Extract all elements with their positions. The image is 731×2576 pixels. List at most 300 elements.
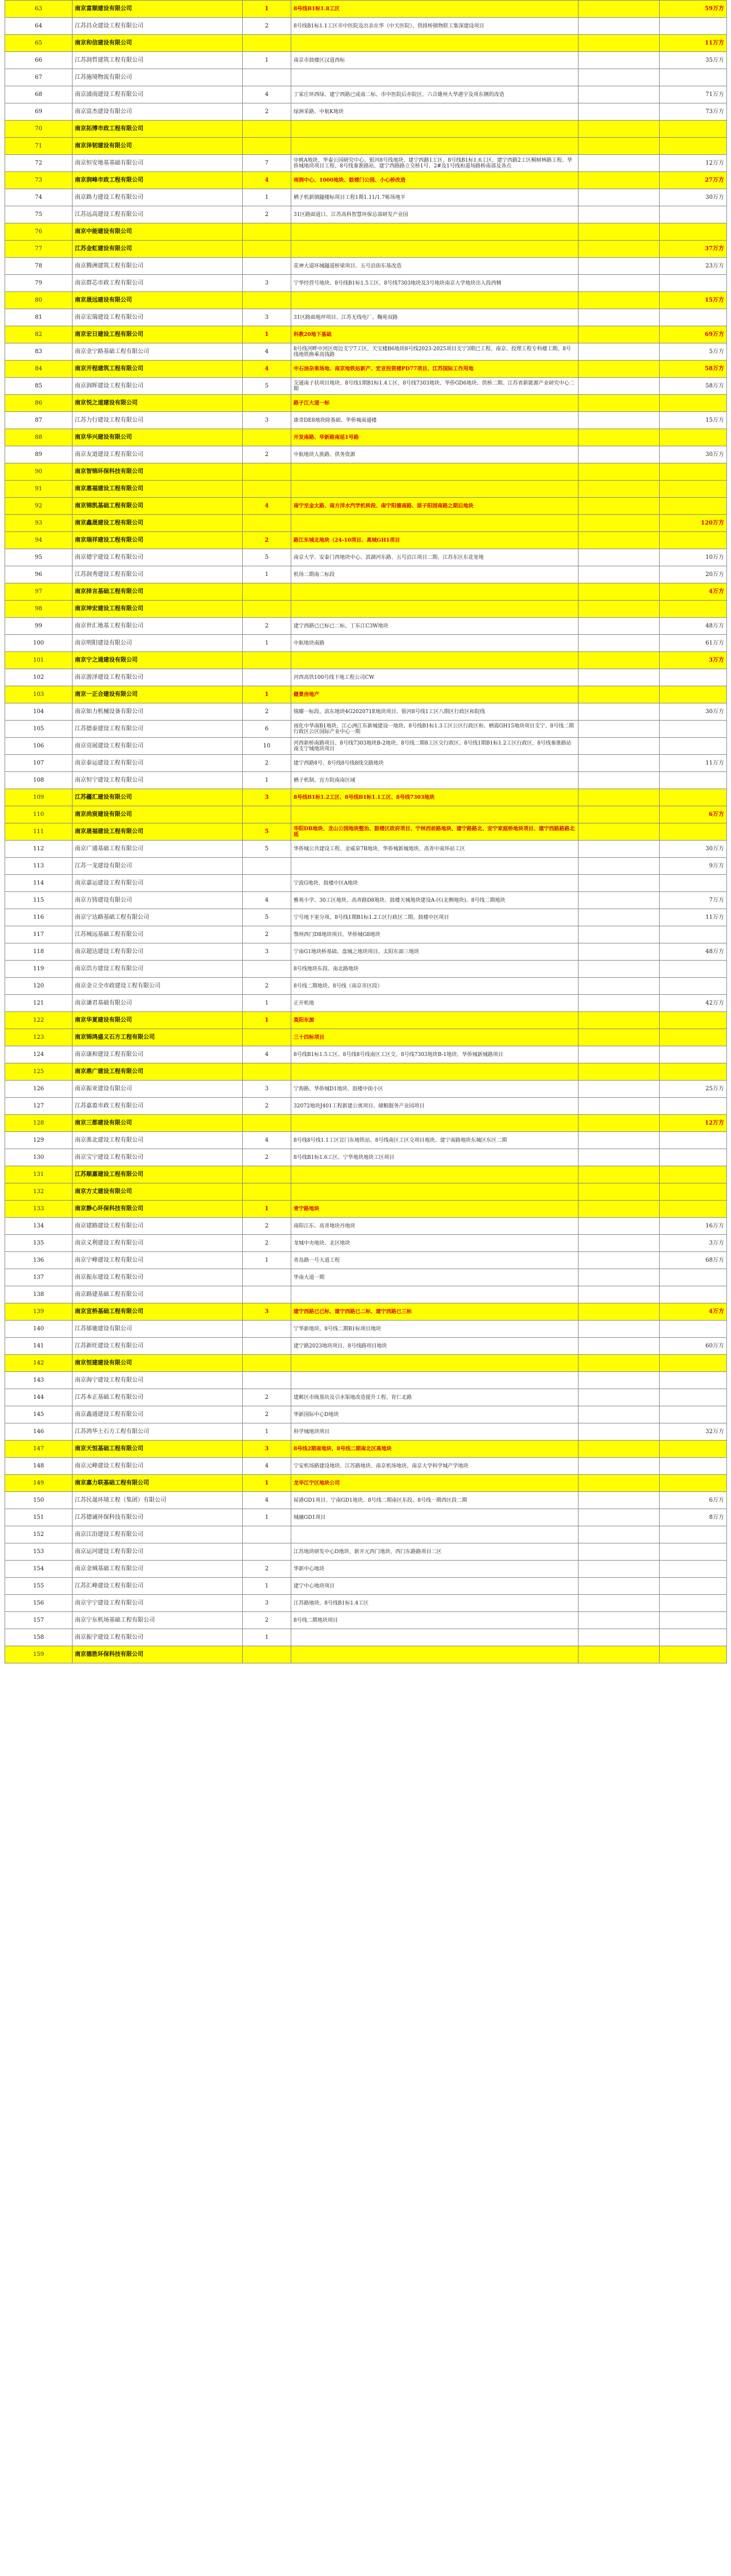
projects-cell[interactable]: 32072地块J401工程新建公寓项目、储粮服务产业园项目 xyxy=(291,1098,579,1115)
company-name-cell[interactable]: 南京超达建设工程有限公司 xyxy=(73,943,243,961)
project-count-cell[interactable]: 4 xyxy=(243,1458,291,1475)
projects-cell[interactable]: 建宁中心地块项目 xyxy=(291,1578,579,1595)
projects-cell[interactable]: 雅苑小学、30工区地块、高青路D8地块、鼓楼天城地块建设A-区(北侧地块)、8号线二期地块 xyxy=(291,892,579,909)
blank-cell[interactable] xyxy=(579,943,660,961)
blank-cell[interactable] xyxy=(579,1183,660,1201)
project-count-cell[interactable]: 1 xyxy=(243,1012,291,1029)
project-count-cell[interactable] xyxy=(243,875,291,892)
row-number-cell[interactable]: 68 xyxy=(5,86,73,103)
blank-cell[interactable] xyxy=(579,309,660,326)
company-name-cell[interactable]: 南京广通基础工程有限公司 xyxy=(73,841,243,858)
projects-cell[interactable]: 华新国际中心D地块 xyxy=(291,1406,579,1423)
row-number-cell[interactable]: 134 xyxy=(5,1218,73,1235)
company-name-cell[interactable]: 南京群芯市政工程有限公司 xyxy=(73,275,243,292)
blank-cell[interactable] xyxy=(579,909,660,926)
blank-cell[interactable] xyxy=(579,1081,660,1098)
company-name-cell[interactable]: 江苏疆汇建设有限公司 xyxy=(73,789,243,806)
row-number-cell[interactable]: 123 xyxy=(5,1029,73,1046)
company-name-cell[interactable]: 南京中能建设有限公司 xyxy=(73,223,243,241)
company-name-cell[interactable]: 南京宁东机场基础工程有限公司 xyxy=(73,1612,243,1629)
amount-cell[interactable] xyxy=(660,1012,727,1029)
project-count-cell[interactable]: 1 xyxy=(243,189,291,206)
blank-cell[interactable] xyxy=(579,515,660,532)
row-number-cell[interactable]: 77 xyxy=(5,241,73,258)
blank-cell[interactable] xyxy=(579,1526,660,1543)
row-number-cell[interactable]: 151 xyxy=(5,1509,73,1526)
project-count-cell[interactable] xyxy=(243,858,291,875)
amount-cell[interactable]: 35万方 xyxy=(660,52,727,69)
row-number-cell[interactable]: 105 xyxy=(5,721,73,738)
amount-cell[interactable]: 30万方 xyxy=(660,703,727,721)
row-number-cell[interactable]: 136 xyxy=(5,1252,73,1269)
row-number-cell[interactable]: 149 xyxy=(5,1475,73,1492)
blank-cell[interactable] xyxy=(579,755,660,772)
project-count-cell[interactable]: 4 xyxy=(243,86,291,103)
amount-cell[interactable] xyxy=(660,1166,727,1183)
company-name-cell[interactable]: 南京恒建建设有限公司 xyxy=(73,1355,243,1372)
blank-cell[interactable] xyxy=(579,69,660,86)
blank-cell[interactable] xyxy=(579,1372,660,1389)
project-count-cell[interactable] xyxy=(243,1183,291,1201)
project-count-cell[interactable]: 2 xyxy=(243,703,291,721)
company-name-cell[interactable]: 江苏金虹建设有限公司 xyxy=(73,241,243,258)
company-name-cell[interactable]: 南京康和建设工程有限公司 xyxy=(73,1046,243,1063)
company-name-cell[interactable]: 南京恒安地基基础有限公司 xyxy=(73,155,243,172)
projects-cell[interactable] xyxy=(291,1372,579,1389)
row-number-cell[interactable]: 81 xyxy=(5,309,73,326)
row-number-cell[interactable]: 156 xyxy=(5,1595,73,1612)
projects-cell[interactable] xyxy=(291,601,579,618)
blank-cell[interactable] xyxy=(579,1458,660,1475)
amount-cell[interactable] xyxy=(660,395,727,412)
company-name-cell[interactable]: 南京建路建设工程有限公司 xyxy=(73,1218,243,1235)
projects-cell[interactable] xyxy=(291,652,579,669)
company-name-cell[interactable]: 南京宁之通建设有限公司 xyxy=(73,652,243,669)
projects-cell[interactable]: 开发南路、华新路南延1号路 xyxy=(291,429,579,446)
project-count-cell[interactable]: 4 xyxy=(243,892,291,909)
company-name-cell[interactable]: 南京浦南建设工程有限公司 xyxy=(73,86,243,103)
blank-cell[interactable] xyxy=(579,292,660,309)
blank-cell[interactable] xyxy=(579,1629,660,1646)
project-count-cell[interactable]: 5 xyxy=(243,823,291,841)
projects-cell[interactable]: 雨润中心、1000地块、鼓楼门公园、小心桥改造 xyxy=(291,172,579,189)
company-name-cell[interactable]: 江苏汇峰建设工程有限公司 xyxy=(73,1578,243,1595)
row-number-cell[interactable]: 104 xyxy=(5,703,73,721)
project-count-cell[interactable] xyxy=(243,292,291,309)
amount-cell[interactable] xyxy=(660,772,727,789)
company-name-cell[interactable]: 南京泰运建设工程有限公司 xyxy=(73,755,243,772)
blank-cell[interactable] xyxy=(579,189,660,206)
amount-cell[interactable]: 42万方 xyxy=(660,995,727,1012)
company-name-cell[interactable]: 南京义利建设工程有限公司 xyxy=(73,1235,243,1252)
company-name-cell[interactable]: 南京宁达路基础工程有限公司 xyxy=(73,909,243,926)
row-number-cell[interactable]: 83 xyxy=(5,343,73,361)
row-number-cell[interactable]: 121 xyxy=(5,995,73,1012)
projects-cell[interactable]: 鄂州西门D8地块项目、华侨城G8地块 xyxy=(291,926,579,943)
blank-cell[interactable] xyxy=(579,652,660,669)
row-number-cell[interactable]: 73 xyxy=(5,172,73,189)
company-name-cell[interactable]: 南京鑫通建设工程有限公司 xyxy=(73,1406,243,1423)
amount-cell[interactable] xyxy=(660,1526,727,1543)
row-number-cell[interactable]: 98 xyxy=(5,601,73,618)
blank-cell[interactable] xyxy=(579,138,660,155)
projects-cell[interactable] xyxy=(291,463,579,481)
amount-cell[interactable]: 3万方 xyxy=(660,1235,727,1252)
company-name-cell[interactable]: 南京润晖建设工程有限公司 xyxy=(73,378,243,395)
amount-cell[interactable]: 25万方 xyxy=(660,1081,727,1098)
project-count-cell[interactable]: 1 xyxy=(243,1423,291,1441)
blank-cell[interactable] xyxy=(579,635,660,652)
projects-cell[interactable]: 宁南G1地块桥基础、盘城之地块项目、太阳东面三地块 xyxy=(291,943,579,961)
project-count-cell[interactable] xyxy=(243,1526,291,1543)
project-count-cell[interactable]: 1 xyxy=(243,635,291,652)
projects-cell[interactable]: 31区路面道口、江苏高科智慧环保总部研发产业园 xyxy=(291,206,579,223)
project-count-cell[interactable]: 2 xyxy=(243,18,291,35)
row-number-cell[interactable]: 74 xyxy=(5,189,73,206)
projects-cell[interactable]: 健景房地产 xyxy=(291,686,579,703)
company-name-cell[interactable]: 江苏德诚环保科技有限公司 xyxy=(73,1509,243,1526)
projects-cell[interactable]: 龙城中央地块、北区地块 xyxy=(291,1235,579,1252)
blank-cell[interactable] xyxy=(579,686,660,703)
projects-cell[interactable] xyxy=(291,223,579,241)
blank-cell[interactable] xyxy=(579,823,660,841)
company-name-cell[interactable]: 南京如力机械设备有限公司 xyxy=(73,703,243,721)
projects-cell[interactable]: 华南大道一期 xyxy=(291,1269,579,1286)
blank-cell[interactable] xyxy=(579,583,660,601)
amount-cell[interactable]: 59万方 xyxy=(660,1,727,18)
amount-cell[interactable]: 20万方 xyxy=(660,566,727,583)
row-number-cell[interactable]: 145 xyxy=(5,1406,73,1423)
project-count-cell[interactable]: 1 xyxy=(243,1578,291,1595)
projects-cell[interactable]: 莫阳东源 xyxy=(291,1012,579,1029)
blank-cell[interactable] xyxy=(579,326,660,343)
project-count-cell[interactable]: 1 xyxy=(243,566,291,583)
amount-cell[interactable]: 60万方 xyxy=(660,1338,727,1355)
company-name-cell[interactable]: 南京鼎广建设工程有限公司 xyxy=(73,1063,243,1081)
amount-cell[interactable]: 37万方 xyxy=(660,241,727,258)
amount-cell[interactable]: 11万方 xyxy=(660,35,727,52)
projects-cell[interactable]: 河西高铁100号线下地工程公司CW xyxy=(291,669,579,686)
blank-cell[interactable] xyxy=(579,703,660,721)
blank-cell[interactable] xyxy=(579,1509,660,1526)
company-name-cell[interactable]: 南京锦鸿盛义石方工程有限公司 xyxy=(73,1029,243,1046)
blank-cell[interactable] xyxy=(579,841,660,858)
projects-cell[interactable]: 宁号地下室分项、8号线1期B1标1.2工区行政区二期、鼓楼中区项目 xyxy=(291,909,579,926)
projects-cell[interactable] xyxy=(291,1183,579,1201)
company-name-cell[interactable]: 南京路力建设工程有限公司 xyxy=(73,189,243,206)
company-name-cell[interactable]: 南京世汇地基工程有限公司 xyxy=(73,618,243,635)
blank-cell[interactable] xyxy=(579,1286,660,1303)
amount-cell[interactable] xyxy=(660,1063,727,1081)
projects-cell[interactable]: 8号线B1标1.2工区、8号线B1标1.1工区、8号线7303地块 xyxy=(291,789,579,806)
project-count-cell[interactable]: 2 xyxy=(243,755,291,772)
project-count-cell[interactable] xyxy=(243,1115,291,1132)
company-name-cell[interactable]: 江苏一龙建设有限公司 xyxy=(73,858,243,875)
amount-cell[interactable]: 4万方 xyxy=(660,1303,727,1321)
project-count-cell[interactable]: 1 xyxy=(243,52,291,69)
company-name-cell[interactable]: 南京和信建设有限公司 xyxy=(73,35,243,52)
projects-cell[interactable] xyxy=(291,292,579,309)
blank-cell[interactable] xyxy=(579,601,660,618)
row-number-cell[interactable]: 129 xyxy=(5,1132,73,1149)
projects-cell[interactable] xyxy=(291,1629,579,1646)
projects-cell[interactable] xyxy=(291,583,579,601)
projects-cell[interactable] xyxy=(291,35,579,52)
blank-cell[interactable] xyxy=(579,378,660,395)
project-count-cell[interactable] xyxy=(243,258,291,275)
project-count-cell[interactable]: 2 xyxy=(243,103,291,121)
row-number-cell[interactable]: 159 xyxy=(5,1646,73,1663)
company-name-cell[interactable]: 江苏民晟环境工程（集团）有限公司 xyxy=(73,1492,243,1509)
amount-cell[interactable] xyxy=(660,1406,727,1423)
projects-cell[interactable]: 建宁西路已已标、建宁西路已二标、建宁西路已三标 xyxy=(291,1303,579,1321)
projects-cell[interactable]: 康奇DE8地块除基础、华侨城南通楼 xyxy=(291,412,579,429)
amount-cell[interactable]: 23万方 xyxy=(660,258,727,275)
amount-cell[interactable] xyxy=(660,223,727,241)
company-name-cell[interactable]: 江苏德泰建设工程有限公司 xyxy=(73,721,243,738)
blank-cell[interactable] xyxy=(579,1338,660,1355)
blank-cell[interactable] xyxy=(579,1218,660,1235)
amount-cell[interactable] xyxy=(660,498,727,515)
amount-cell[interactable] xyxy=(660,1458,727,1475)
projects-cell[interactable]: 华侨城公共建设工程、金威泉7B地块、华侨城新城地块、高青中南环站工区 xyxy=(291,841,579,858)
row-number-cell[interactable]: 97 xyxy=(5,583,73,601)
blank-cell[interactable] xyxy=(579,721,660,738)
project-count-cell[interactable]: 2 xyxy=(243,1149,291,1166)
company-name-cell[interactable]: 江苏新旺建设工程有限公司 xyxy=(73,1338,243,1355)
project-count-cell[interactable]: 2 xyxy=(243,1406,291,1423)
row-number-cell[interactable]: 66 xyxy=(5,52,73,69)
projects-cell[interactable]: 中石油杂果场地、南京地铁站新产、宏亚投资楼PD77项目、江苏国际工作用地 xyxy=(291,361,579,378)
project-count-cell[interactable]: 1 xyxy=(243,1475,291,1492)
amount-cell[interactable] xyxy=(660,978,727,995)
company-name-cell[interactable]: 南京金宁路基础工程有限公司 xyxy=(73,343,243,361)
amount-cell[interactable] xyxy=(660,206,727,223)
project-count-cell[interactable]: 2 xyxy=(243,206,291,223)
project-count-cell[interactable] xyxy=(243,121,291,138)
amount-cell[interactable] xyxy=(660,601,727,618)
projects-cell[interactable]: 8号线地块东段、南北路地块 xyxy=(291,961,579,978)
blank-cell[interactable] xyxy=(579,446,660,463)
company-name-cell[interactable]: 南京淮北建设工程有限公司 xyxy=(73,1132,243,1149)
project-count-cell[interactable]: 1 xyxy=(243,1252,291,1269)
blank-cell[interactable] xyxy=(579,978,660,995)
row-number-cell[interactable]: 137 xyxy=(5,1269,73,1286)
amount-cell[interactable]: 4万方 xyxy=(660,583,727,601)
amount-cell[interactable]: 5万方 xyxy=(660,343,727,361)
project-count-cell[interactable]: 1 xyxy=(243,1629,291,1646)
amount-cell[interactable]: 15万方 xyxy=(660,412,727,429)
projects-cell[interactable]: 建邺区市级基坑及引水渠地改造提升工程、育仁北路 xyxy=(291,1389,579,1406)
amount-cell[interactable]: 58万方 xyxy=(660,361,727,378)
blank-cell[interactable] xyxy=(579,103,660,121)
blank-cell[interactable] xyxy=(579,121,660,138)
blank-cell[interactable] xyxy=(579,1423,660,1441)
row-number-cell[interactable]: 118 xyxy=(5,943,73,961)
row-number-cell[interactable]: 96 xyxy=(5,566,73,583)
row-number-cell[interactable]: 154 xyxy=(5,1561,73,1578)
project-count-cell[interactable] xyxy=(243,961,291,978)
blank-cell[interactable] xyxy=(579,532,660,549)
project-count-cell[interactable] xyxy=(243,138,291,155)
blank-cell[interactable] xyxy=(579,463,660,481)
blank-cell[interactable] xyxy=(579,1098,660,1115)
company-name-cell[interactable]: 南京尚宸建设有限公司 xyxy=(73,806,243,823)
company-name-cell[interactable]: 南京天恒基础工程有限公司 xyxy=(73,1441,243,1458)
project-count-cell[interactable] xyxy=(243,481,291,498)
project-count-cell[interactable]: 1 xyxy=(243,326,291,343)
company-name-cell[interactable]: 南京宣桥基础工程有限公司 xyxy=(73,1303,243,1321)
row-number-cell[interactable]: 126 xyxy=(5,1081,73,1098)
projects-cell[interactable]: 建宁西路已已标已二标、丁东江C3W地块 xyxy=(291,618,579,635)
company-name-cell[interactable]: 江苏昌众建设工程有限公司 xyxy=(73,18,243,35)
blank-cell[interactable] xyxy=(579,1303,660,1321)
projects-cell[interactable]: 建宁西路8号、8号线8号线8线交路地块 xyxy=(291,755,579,772)
blank-cell[interactable] xyxy=(579,806,660,823)
blank-cell[interactable] xyxy=(579,1,660,18)
project-count-cell[interactable]: 2 xyxy=(243,532,291,549)
projects-cell[interactable]: 中桃A地块、华泰公园研究中心、银河8号线地块、建宁西路1工区、8号线B1标1.6工区、建宁西路2工区桐树林路工程、华侨城地块项目工程、8号线秦淮路站、建宁西路路立交桥1号、2#及1号线和道场路桥南部及各点 xyxy=(291,155,579,172)
blank-cell[interactable] xyxy=(579,1355,660,1372)
amount-cell[interactable]: 9万方 xyxy=(660,858,727,875)
project-count-cell[interactable] xyxy=(243,1321,291,1338)
project-count-cell[interactable] xyxy=(243,1269,291,1286)
amount-cell[interactable]: 7万方 xyxy=(660,892,727,909)
project-count-cell[interactable]: 5 xyxy=(243,378,291,395)
projects-cell[interactable]: 雨化中华南B1地块、江心洲江东新城建设一地块、8号线B1标1.3工区公区行政区和、栖霞GH15地块项目支宁、8号线二期行政区公区国际产业中心一期 xyxy=(291,721,579,738)
project-count-cell[interactable]: 4 xyxy=(243,1132,291,1149)
row-number-cell[interactable]: 80 xyxy=(5,292,73,309)
amount-cell[interactable] xyxy=(660,69,727,86)
blank-cell[interactable] xyxy=(579,1235,660,1252)
amount-cell[interactable]: 120万方 xyxy=(660,515,727,532)
blank-cell[interactable] xyxy=(579,1492,660,1509)
amount-cell[interactable] xyxy=(660,1612,727,1629)
projects-cell[interactable]: 南京大学、安泰门西地块中心、滨湖河东路、五号沿江项目二期、江苏东区东花宽地 xyxy=(291,549,579,566)
project-count-cell[interactable] xyxy=(243,669,291,686)
row-number-cell[interactable]: 115 xyxy=(5,892,73,909)
company-name-cell[interactable]: 南京宏瑞建设工程有限公司 xyxy=(73,309,243,326)
blank-cell[interactable] xyxy=(579,1543,660,1561)
blank-cell[interactable] xyxy=(579,86,660,103)
company-name-cell[interactable]: 南京宇宁建设工程有限公司 xyxy=(73,1595,243,1612)
row-number-cell[interactable]: 84 xyxy=(5,361,73,378)
project-count-cell[interactable]: 4 xyxy=(243,498,291,515)
company-name-cell[interactable]: 江苏施境物流有限公司 xyxy=(73,69,243,86)
blank-cell[interactable] xyxy=(579,1475,660,1492)
company-name-cell[interactable]: 南京润峰市政工程有限公司 xyxy=(73,172,243,189)
projects-cell[interactable]: 建宁路2023地块项目、8号线路项目地块 xyxy=(291,1338,579,1355)
row-number-cell[interactable]: 93 xyxy=(5,515,73,532)
company-name-cell[interactable]: 南京拓博市政工程有限公司 xyxy=(73,121,243,138)
blank-cell[interactable] xyxy=(579,275,660,292)
row-number-cell[interactable]: 94 xyxy=(5,532,73,549)
company-name-cell[interactable]: 南京亮展建设工程有限公司 xyxy=(73,738,243,755)
row-number-cell[interactable]: 132 xyxy=(5,1183,73,1201)
row-number-cell[interactable]: 78 xyxy=(5,258,73,275)
amount-cell[interactable] xyxy=(660,1286,727,1303)
row-number-cell[interactable]: 122 xyxy=(5,1012,73,1029)
projects-cell[interactable]: 南京市鼓楼区汉道西标 xyxy=(291,52,579,69)
projects-cell[interactable] xyxy=(291,1063,579,1081)
projects-cell[interactable]: 8号线8号线1.1工区宣门东地铁站、8号线南区工区交项目地块、建宁南路地块东城区东区二期 xyxy=(291,1132,579,1149)
blank-cell[interactable] xyxy=(579,18,660,35)
project-count-cell[interactable]: 1 xyxy=(243,772,291,789)
amount-cell[interactable]: 6万方 xyxy=(660,1492,727,1509)
row-number-cell[interactable]: 72 xyxy=(5,155,73,172)
row-number-cell[interactable]: 142 xyxy=(5,1355,73,1372)
amount-cell[interactable]: 68万方 xyxy=(660,1252,727,1269)
project-count-cell[interactable] xyxy=(243,652,291,669)
company-name-cell[interactable]: 江苏远高建设工程有限公司 xyxy=(73,206,243,223)
company-name-cell[interactable]: 南京一正合建设有限公司 xyxy=(73,686,243,703)
blank-cell[interactable] xyxy=(579,412,660,429)
project-count-cell[interactable]: 4 xyxy=(243,1492,291,1509)
project-count-cell[interactable] xyxy=(243,463,291,481)
row-number-cell[interactable]: 119 xyxy=(5,961,73,978)
projects-cell[interactable]: 三十四标项目 xyxy=(291,1029,579,1046)
amount-cell[interactable] xyxy=(660,1149,727,1166)
projects-cell[interactable] xyxy=(291,481,579,498)
amount-cell[interactable] xyxy=(660,481,727,498)
project-count-cell[interactable]: 2 xyxy=(243,1612,291,1629)
company-name-cell[interactable]: 南京富顺建设有限公司 xyxy=(73,1,243,18)
amount-cell[interactable] xyxy=(660,1201,727,1218)
project-count-cell[interactable]: 2 xyxy=(243,1218,291,1235)
projects-cell[interactable] xyxy=(291,1526,579,1543)
projects-cell[interactable]: 绿洲采路、中航K地块 xyxy=(291,103,579,121)
company-name-cell[interactable]: 江苏润哲建筑工程有限公司 xyxy=(73,52,243,69)
company-name-cell[interactable]: 南京惠福建设工程有限公司 xyxy=(73,481,243,498)
project-count-cell[interactable] xyxy=(243,601,291,618)
row-number-cell[interactable]: 124 xyxy=(5,1046,73,1063)
row-number-cell[interactable]: 133 xyxy=(5,1201,73,1218)
company-name-cell[interactable]: 南京智锦环保科技有限公司 xyxy=(73,463,243,481)
project-count-cell[interactable]: 3 xyxy=(243,412,291,429)
projects-cell[interactable]: 丁家庄环西绿、建宁西路已成南二标、市中医院后亦院区、六合雄州大华港宇及项东侧的改造 xyxy=(291,86,579,103)
row-number-cell[interactable]: 63 xyxy=(5,1,73,18)
projects-cell[interactable]: 路江东城北地块（24-10项目、高城GH1项目 xyxy=(291,532,579,549)
blank-cell[interactable] xyxy=(579,995,660,1012)
row-number-cell[interactable]: 91 xyxy=(5,481,73,498)
company-name-cell[interactable]: 南京宝宁建设工程有限公司 xyxy=(73,1149,243,1166)
projects-cell[interactable] xyxy=(291,1286,579,1303)
amount-cell[interactable] xyxy=(660,961,727,978)
amount-cell[interactable]: 10万方 xyxy=(660,549,727,566)
amount-cell[interactable] xyxy=(660,1046,727,1063)
amount-cell[interactable]: 58万方 xyxy=(660,378,727,395)
project-count-cell[interactable]: 4 xyxy=(243,361,291,378)
project-count-cell[interactable]: 3 xyxy=(243,1081,291,1098)
row-number-cell[interactable]: 116 xyxy=(5,909,73,926)
company-name-cell[interactable]: 南京德胜环保科技有限公司 xyxy=(73,1646,243,1663)
row-number-cell[interactable]: 109 xyxy=(5,789,73,806)
row-number-cell[interactable]: 99 xyxy=(5,618,73,635)
blank-cell[interactable] xyxy=(579,618,660,635)
row-number-cell[interactable]: 108 xyxy=(5,772,73,789)
project-count-cell[interactable] xyxy=(243,69,291,86)
company-name-cell[interactable]: 南京游泽建设工程有限公司 xyxy=(73,669,243,686)
projects-cell[interactable]: 路子江大道一标 xyxy=(291,395,579,412)
projects-cell[interactable]: 8号线B1标1.5工区、8号线8号线南区工区交、8号线7303地块B-1地块、华侨城新城路项目 xyxy=(291,1046,579,1063)
amount-cell[interactable] xyxy=(660,1441,727,1458)
projects-cell[interactable]: 科学城地块项目 xyxy=(291,1423,579,1441)
project-count-cell[interactable] xyxy=(243,1166,291,1183)
row-number-cell[interactable]: 117 xyxy=(5,926,73,943)
blank-cell[interactable] xyxy=(579,1012,660,1029)
projects-cell[interactable]: 河西新桥南路项目、8号线7303地块B-2地块、8号线二期8工区交行政区、8号线1期B1标1.2工区行政区、8号线秦淮路站南支宁城地块项目 xyxy=(291,738,579,755)
projects-cell[interactable] xyxy=(291,138,579,155)
